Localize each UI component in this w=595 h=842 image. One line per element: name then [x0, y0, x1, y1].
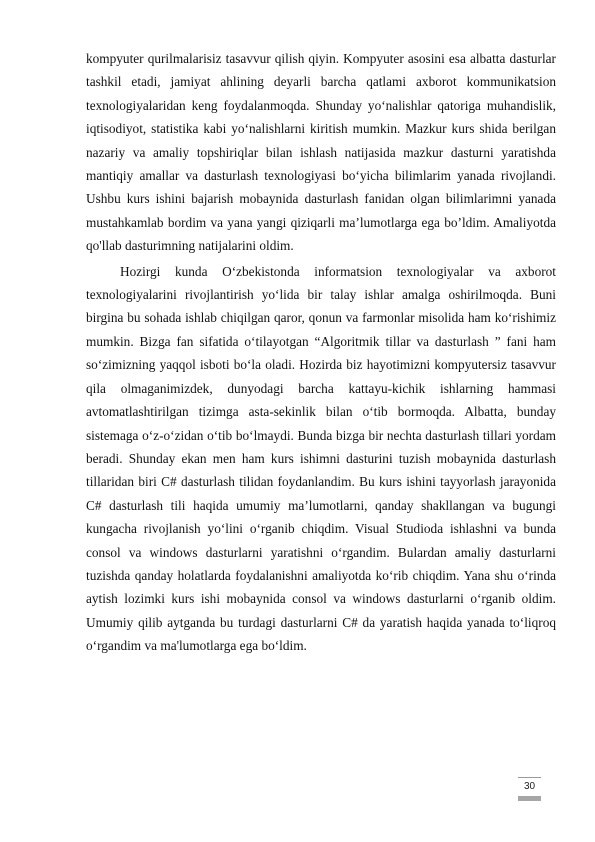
page-number: 30 — [518, 777, 541, 797]
document-body — [86, 47, 556, 658]
page-number-underline — [518, 796, 541, 801]
paragraph-conclusion-part-1: kompyuter qurilmalarisiz tasavvur qilish qiyin. Kompyuter asosini esa albatta dasturlar tashkil etadi, jamiyat ahlining deyarli barcha qatlami axborot kommunikatsion texnologiyalaridan keng foydalanmoqda. Shunday yo‘nalishlar qatoriga muhandislik, iqtisodiyot, statistika kabi yo‘nalishlarni kiritish mumkin. Mazkur kurs shida berilgan nazariy va amaliy topshiriqlar bilan ishlash natijasida mazkur dasturni yaratishda mantiqiy amallar va dasturlash texnologiyasi bo‘yicha bilimlarim yanada rivojlandi. Ushbu kurs ishini bajarish mobaynida dasturlash fanidan olgan bilimlarimni yanada mustahkamlab bordim va yana yangi qiziqarli ma’lumotlarga ega bo’ldim. Amaliyotda qo'llab dasturimning natijalarini oldim. — [86, 51, 556, 254]
paragraph-conclusion-part-2: Hozirgi kunda O‘zbekistonda informatsion texnologiyalar va axborot texnologiyalarini rivojlantirish yo‘lida bir talay ishlar amalga oshirilmoqda. Buni birgina bu sohada ishlab chiqilgan qaror, qonun va farmonlar misolida ham ko‘rishimiz mumkin. Bizga fan sifatida o‘tilayotgan “Algoritmik tillar va dasturlash ” fani ham so‘zimizning yaqqol isboti bo‘la oladi. Hozirda biz hayotimizni kompyutersiz tasavvur qila olmaganimizdek, dunyodagi barcha kattayu-kichik ishlarning hammasi avtomatlashtirilgan tizimga asta-sekinlik bilan o‘tib bormoqda. Albatta, bunday sistemaga o‘z-o‘zidan o‘tib bo‘lmaydi. Bunda bizga bir nechta dasturlash tillari yordam beradi. Shunday ekan men ham kurs ishimni dasturini tuzish mobaynida dasturlash tillaridan biri C# dasturlash tilidan foydanlandim. Bu kurs ishini tayyorlash jarayonida C# dasturlash tili haqida umumiy ma’lumotlarni, qanday shakllangan va bugungi kungacha rivojlanish yo‘lini o‘rganib chiqdim. Visual Studioda ishlashni va bunda consol va windows dasturlarni yaratishni o‘rgandim. Bulardan amaliy dasturlarni tuzishda qanday holatlarda foydalanishni amaliyotda ko‘rib chiqdim. Yana shu o‘rinda aytish lozimki kurs ishi mobaynida consol va windows dasturlarni o‘rganib oldim. Umumiy qilib aytganda bu turdagi dasturlarni C# da yaratish haqida yanada to‘liqroq o‘rgandim va ma'lumotlarga ega bo‘ldim. — [86, 263, 556, 654]
